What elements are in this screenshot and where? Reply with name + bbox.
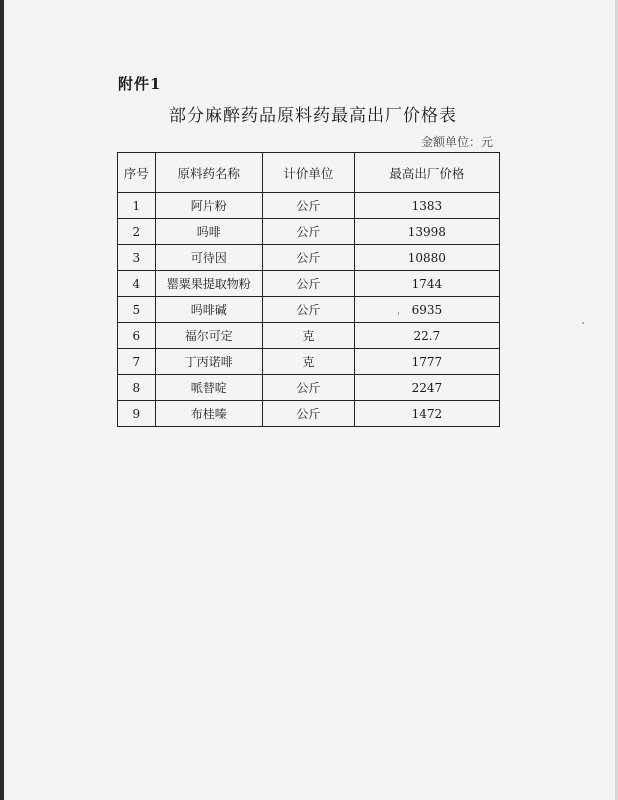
cell-unit: 公斤 bbox=[263, 219, 355, 245]
cell-no: 9 bbox=[118, 401, 156, 427]
table-row bbox=[118, 375, 500, 401]
cell-no: 4 bbox=[118, 271, 156, 297]
scan-speck bbox=[582, 322, 584, 324]
cell-name: 哌替啶 bbox=[155, 375, 262, 401]
table-row bbox=[118, 193, 500, 219]
cell-name: 阿片粉 bbox=[155, 193, 262, 219]
cell-no: 7 bbox=[118, 349, 156, 375]
table-row bbox=[118, 297, 500, 323]
cell-name: 吗啡碱 bbox=[155, 297, 262, 323]
header-row bbox=[118, 153, 500, 193]
cell-unit: 公斤 bbox=[263, 245, 355, 271]
cell-no: 2 bbox=[118, 219, 156, 245]
table-row bbox=[118, 245, 500, 271]
table-body bbox=[118, 193, 500, 427]
cell-unit: 公斤 bbox=[263, 401, 355, 427]
price-table bbox=[117, 152, 500, 427]
cell-price: 22.7 bbox=[354, 323, 499, 349]
attachment-label: 附件1 bbox=[118, 75, 162, 93]
cell-no: 8 bbox=[118, 375, 156, 401]
scan-speck bbox=[398, 312, 399, 315]
table-row bbox=[118, 349, 500, 375]
cell-name: 布桂嗪 bbox=[155, 401, 262, 427]
cell-price: 2247 bbox=[354, 375, 499, 401]
table-row bbox=[118, 323, 500, 349]
header-unit: 计价单位 bbox=[263, 153, 355, 193]
cell-price: 6935 bbox=[354, 297, 499, 323]
cell-price: 13998 bbox=[354, 219, 499, 245]
cell-name: 吗啡 bbox=[155, 219, 262, 245]
header-price: 最高出厂价格 bbox=[354, 153, 499, 193]
cell-name: 福尔可定 bbox=[155, 323, 262, 349]
cell-price: 10880 bbox=[354, 245, 499, 271]
cell-no: 6 bbox=[118, 323, 156, 349]
table-row bbox=[118, 401, 500, 427]
cell-unit: 公斤 bbox=[263, 375, 355, 401]
cell-no: 1 bbox=[118, 193, 156, 219]
cell-unit: 克 bbox=[263, 349, 355, 375]
cell-no: 3 bbox=[118, 245, 156, 271]
header-name: 原料药名称 bbox=[155, 153, 262, 193]
cell-price: 1472 bbox=[354, 401, 499, 427]
cell-price: 1383 bbox=[354, 193, 499, 219]
cell-price: 1777 bbox=[354, 349, 499, 375]
cell-unit: 公斤 bbox=[263, 297, 355, 323]
cell-price: 1744 bbox=[354, 271, 499, 297]
cell-unit: 公斤 bbox=[263, 193, 355, 219]
currency-unit-note: 金额单位：元 bbox=[420, 135, 493, 149]
document-title: 部分麻醉药品原料药最高出厂价格表 bbox=[169, 106, 457, 126]
cell-no: 5 bbox=[118, 297, 156, 323]
table-row bbox=[118, 219, 500, 245]
header-no: 序号 bbox=[118, 153, 156, 193]
cell-unit: 克 bbox=[263, 323, 355, 349]
cell-name: 罂粟果提取物粉 bbox=[155, 271, 262, 297]
table-row bbox=[118, 271, 500, 297]
table-header bbox=[118, 153, 500, 193]
cell-name: 丁丙诺啡 bbox=[155, 349, 262, 375]
cell-unit: 公斤 bbox=[263, 271, 355, 297]
cell-name: 可待因 bbox=[155, 245, 262, 271]
